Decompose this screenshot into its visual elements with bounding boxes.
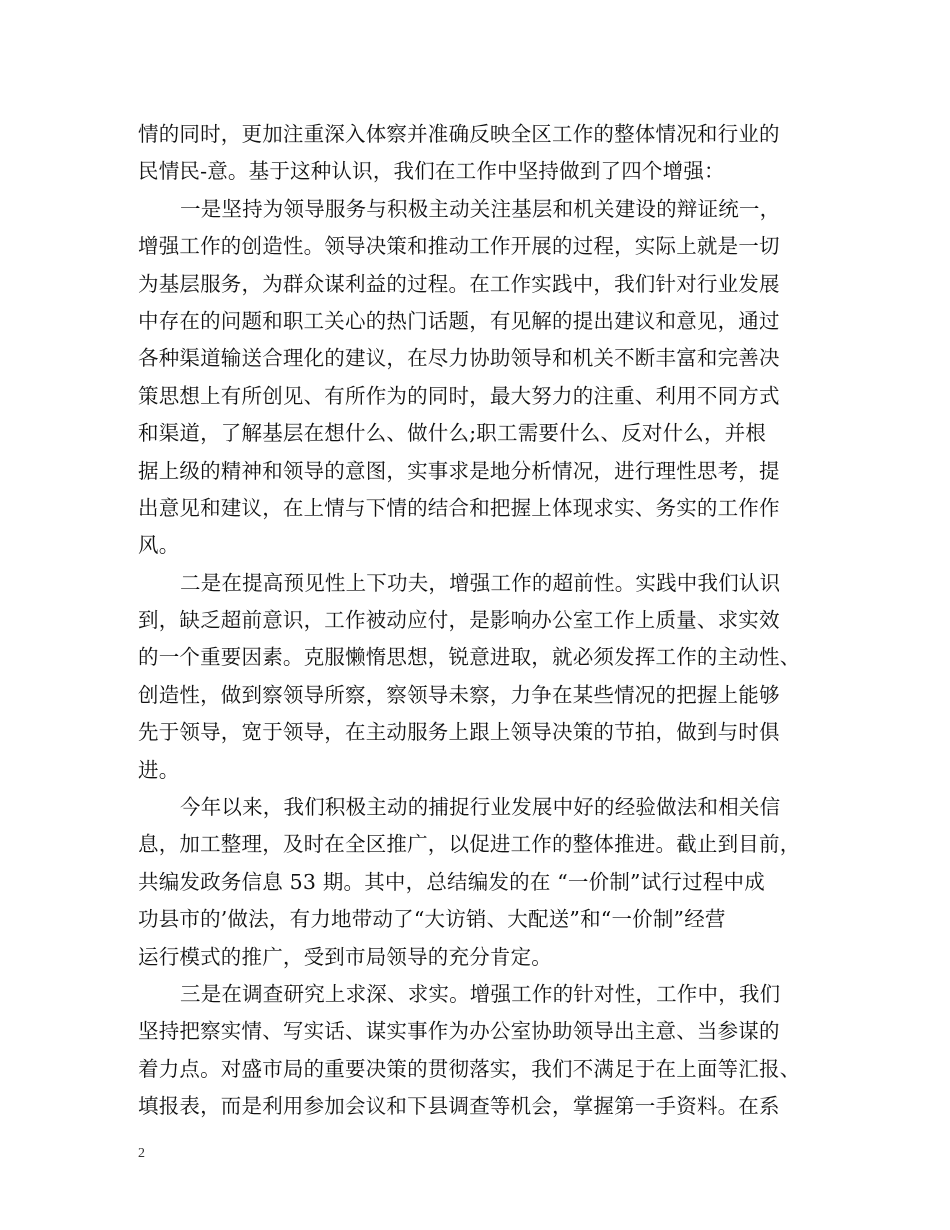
text-line: 的一个重要因素。克服懒惰思想，锐意进取，就必须发挥工作的主动性、	[138, 645, 801, 670]
text-line: 进。	[138, 757, 180, 782]
text-line: 运行模式的推广，受到市局领导的充分肯定。	[138, 944, 552, 969]
text-line: 和渠道，了解基层在想什么、做什么;职工需要什么、反对什么，并根	[138, 421, 767, 446]
text-line: 情的同时，更加注重深入体察并准确反映全区工作的整体情况和行业的	[138, 122, 780, 146]
text-line: 策思想上有所创见、有所作为的同时，最大努力的注重、利用不同方式	[138, 383, 780, 408]
text-line: 息，加工整理，及时在全区推广，以促进工作的整体推进。截止到目前，	[138, 832, 801, 857]
text-line: 出意见和建议，在上情与下情的结合和把握上体现求实、务实的工作作	[138, 495, 780, 520]
text-line: 先于领导，宽于领导，在主动服务上跟上领导决策的节拍，做到与时俱	[138, 720, 780, 745]
text-line: 功县市的’做法，有力地带动了“大访销、大配送”和“一价制”经营	[138, 907, 726, 932]
page-number: 2	[138, 1146, 145, 1161]
paragraph-start-line: 二是在提高预见性上下功夫，增强工作的超前性。实践中我们认识	[180, 570, 781, 595]
text-line: 坚持把察实情、写实话、谋实事作为办公室协助领导出主意、当参谋的	[138, 1019, 780, 1044]
text-line: 据上级的精神和领导的意图，实事求是地分析情况，进行理性思考，提	[138, 458, 780, 483]
text-line: 共编发政务信息 53 期。其中，总结编发的在 “一价制”试行过程中成	[138, 869, 765, 894]
text-line: 民情民-意。基于这种认识，我们在工作中坚持做到了四个增强：	[138, 159, 725, 184]
paragraph-start-line: 一是坚持为领导服务与积极主动关注基层和机关建设的辩证统一，	[180, 196, 781, 221]
body-text	[138, 116, 828, 1126]
paragraph-start-line: 三是在调查研究上求深、求实。增强工作的针对性，工作中，我们	[180, 981, 781, 1006]
text-line: 创造性，做到察领导所察，察领导未察，力争在某些情况的把握上能够	[138, 682, 780, 707]
paragraph-start-line: 今年以来，我们积极主动的捕捉行业发展中好的经验做法和相关信	[180, 795, 781, 820]
text-line: 着力点。对盛市局的重要决策的贯彻落实，我们不满足于在上面等汇报、	[138, 1056, 801, 1081]
text-line: 风。	[138, 533, 180, 558]
text-line: 增强工作的创造性。领导决策和推动工作开展的过程，实际上就是一切	[138, 234, 780, 259]
text-line: 为基层服务，为群众谋利益的过程。在工作实践中，我们针对行业发展	[138, 271, 780, 296]
text-line: 各种渠道输送合理化的建议，在尽力协助领导和机关不断丰富和完善决	[138, 346, 780, 371]
text-line: 中存在的问题和职工关心的热门话题，有见解的提出建议和意见，通过	[138, 308, 780, 333]
text-line: 填报表，而是利用参加会议和下县调查等机会，掌握第一手资料。在系	[138, 1094, 780, 1119]
text-line: 到，缺乏超前意识，工作被动应付，是影响办公室工作上质量、求实效	[138, 608, 780, 633]
